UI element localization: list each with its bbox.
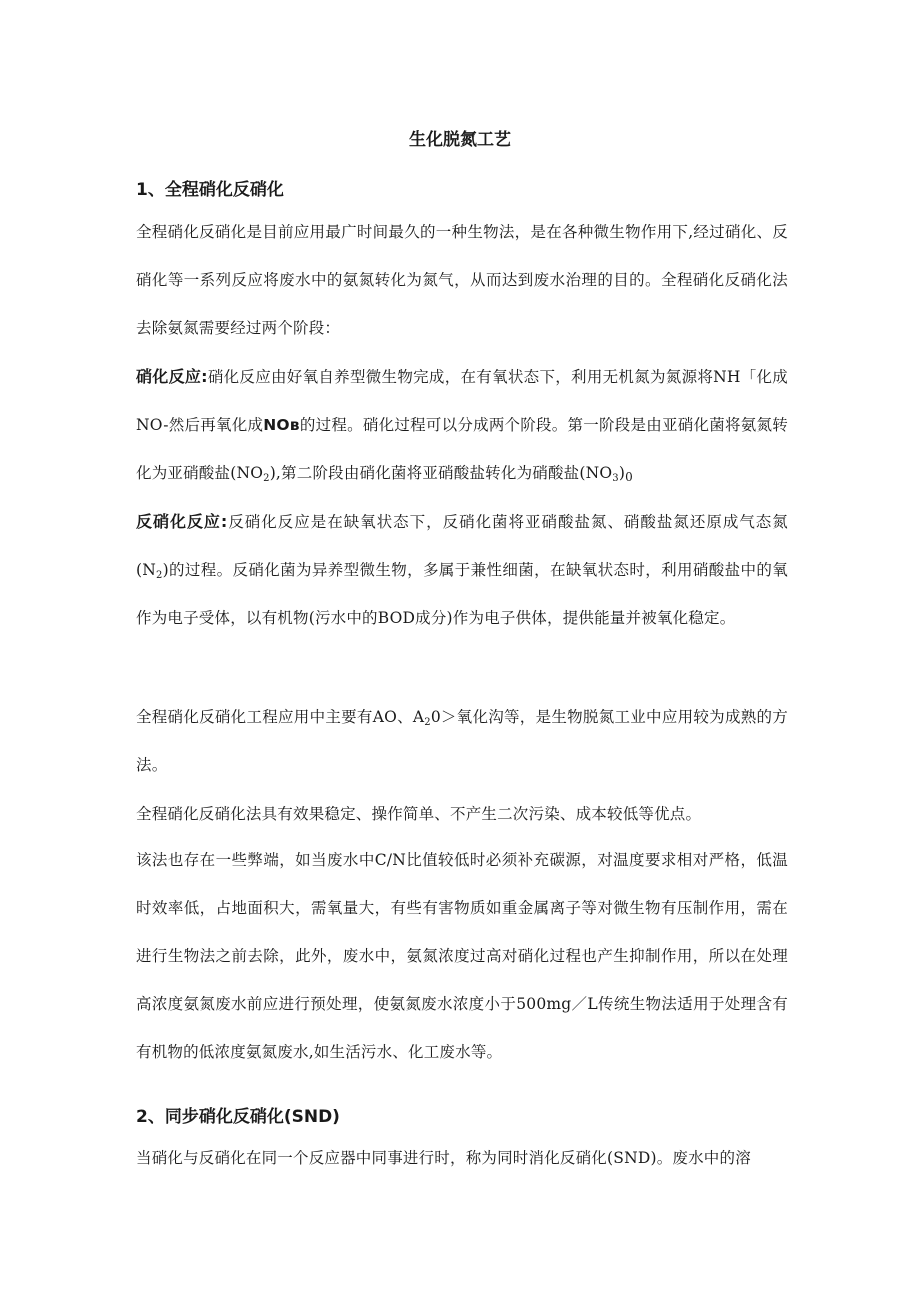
document-title: 生化脱氮工艺: [409, 130, 511, 150]
applications-text-a: 全程硝化反硝化工程应用中主要有AO、A: [136, 708, 425, 726]
nitrification-label: 硝化反应:: [136, 367, 208, 386]
drawbacks-paragraph: 该法也存在一些弊端，如当废水中C/N比值较低时必须补充碳源，对温度要求相对严格，低温时效率低，占地面积大，需氧量大，有些有害物质如重金属离子等对微生物有压制作用，需在进行生物法之前去除，此外，废水中，氨氮浓度过高对硝化过程也产生抑制作用，所以在处理高浓度氨氮废水前应进行预处理，使氨氮废水浓度小于500mg／L传统生物法适用于处理含有有机物的低浓度氨氮废水,如生活污水、化工废水等。: [136, 851, 788, 1061]
section-1-intro-paragraph: 全程硝化反硝化是目前应用最广时间最久的一种生物法，是在各种微生物作用下,经过硝化、反硝化等一系列反应将废水中的氨氮转化为氮气，从而达到废水治理的目的。全程硝化反硝化法去除氨氮需要经过两个阶段：: [136, 223, 788, 337]
nitrite-subscript: 2: [263, 473, 270, 484]
nitrogen-subscript: 2: [156, 570, 163, 581]
section-2-heading: 2、同步硝化反硝化(SND): [136, 1107, 340, 1127]
denitrification-label: 反硝化反应:: [136, 512, 228, 531]
applications-paragraph: [136, 693, 788, 789]
nitrate-subscript: 3: [612, 473, 619, 484]
nitrification-text-e: ): [618, 464, 626, 482]
denitrification-paragraph: [136, 498, 788, 642]
nitrification-paragraph: [136, 353, 788, 501]
applications-text-b: 0＞氧化沟等，是生物脱氮工业中应用较为成熟的方法。: [136, 708, 788, 774]
a2o-subscript: 2: [424, 717, 431, 728]
denitrification-text-a: 反硝化反应是在缺氧状态下，反硝化菌将亚硝酸盐氮、硝酸盐氮还原成气态氮(N: [136, 513, 788, 579]
section-1-heading: 1、全程硝化反硝化: [136, 180, 284, 200]
nitrification-text-c: 的过程。硝化过程可以分成两个阶段。第一阶段是由亚硝化菌将氨氮转化为亚硝酸盐(NO: [136, 416, 788, 482]
nitrification-formula: NOв: [263, 416, 300, 434]
nitrification-tail: 0: [625, 470, 633, 484]
advantages-paragraph: 全程硝化反硝化法具有效果稳定、操作简单、不产生二次污染、成本较低等优点。: [136, 805, 702, 823]
nitrification-text-a: 硝化反应由好氧自养型微生物完成，在有氧状态下，利用无机氮为氮源将NH「化成NO-然后再氧化成: [136, 368, 788, 434]
denitrification-text-b: )的过程。反硝化菌为异养型微生物，多属于兼性细菌，在缺氧状态时，利用硝酸盐中的氧作为电子受体，以有机物(污水中的BOD成分)作为电子供体，提供能量并被氧化稳定。: [136, 561, 788, 627]
nitrification-text-d: ),第二阶段由硝化菌将亚硝酸盐转化为硝酸盐(NO: [269, 464, 613, 482]
section-2-intro-paragraph: 当硝化与反硝化在同一个反应器中同事进行时，称为同时消化反硝化(SND)。废水中的溶: [136, 1149, 751, 1167]
